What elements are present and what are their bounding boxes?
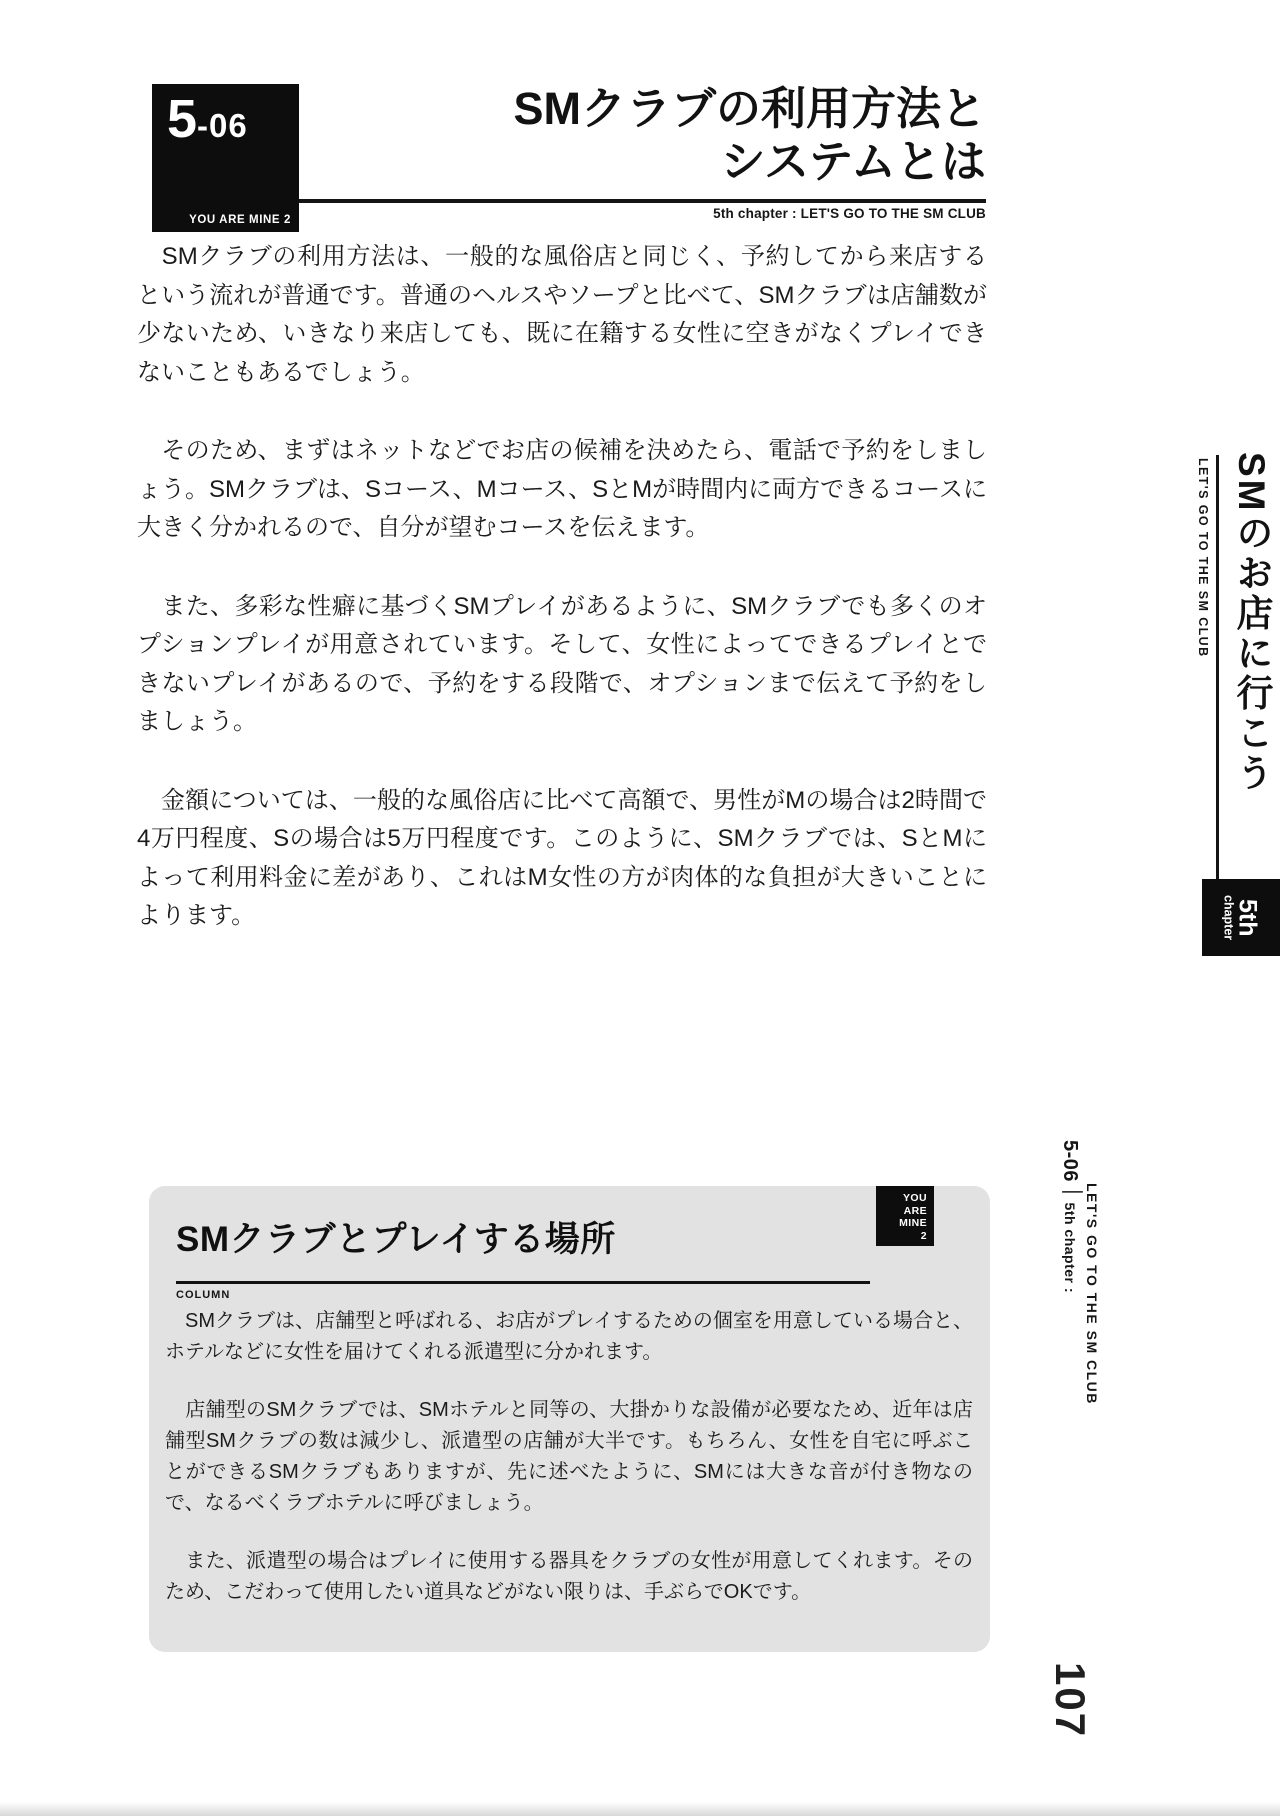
column-badge-line: MINE [899, 1217, 927, 1229]
chapter-caption: 5th chapter : LET'S GO TO THE SM CLUB [713, 206, 986, 221]
section-number-badge [152, 84, 299, 232]
body-paragraph: 金額については、一般的な風俗店に比べて高額で、男性がMの場合は2時間で4万円程度、Sの場合は5万円程度です。このように、SMクラブでは、SとMによって利用料金に差があり、これはM女性の方が肉体的な負担が大きいことによります。 [137, 786, 987, 929]
edge-section-caption-number: 5-06｜ [1059, 1140, 1081, 1203]
chapter-badge-text [1221, 895, 1260, 940]
column-title-rule [176, 1281, 870, 1284]
page-title-line-1: SMクラブの利用方法と [513, 83, 986, 134]
chapter-badge [1202, 879, 1280, 956]
column-badge-line: 2 [920, 1229, 927, 1242]
header-rule [299, 199, 986, 203]
column-title: SMクラブとプレイする場所 [176, 1220, 616, 1259]
edge-section-caption-chapter: 5th chapter : [1062, 1202, 1078, 1294]
edge-section-caption [1056, 1140, 1085, 1293]
page-title-line-2: システムとは [720, 136, 986, 187]
sidebar-chapter-title: SMのお店に行こう [1231, 452, 1272, 794]
sidebar-chapter-subtitle: LET'S GO TO THE SM CLUB [1196, 458, 1210, 658]
body-paragraph: また、多彩な性癖に基づくSMプレイがあるように、SMクラブでも多くのオプションプレイが用意されています。そして、女性によってできるプレイとできないプレイがあるので、予約をする段階で、オプションまで伝えて予約をしましょう。 [137, 592, 987, 735]
column-paragraph: 店舗型のSMクラブでは、SMホテルと同等の、大掛かりな設備が必要なため、近年は店舗型SMクラブの数は減少し、派遣型の店舗が大半です。もちろん、女性を自宅に呼ぶことができるSMクラブもありますが、先に述べたように、SMには大きな音が付き物なので、なるべくラブホテルに呼びましょう。 [165, 1399, 973, 1514]
column-text [165, 1306, 973, 1635]
edge-section-caption-en: LET'S GO TO THE SM CLUB [1084, 1183, 1100, 1405]
column-paragraph: SMクラブは、店舗型と呼ばれる、お店がプレイするための個室を用意している場合と、ホテルなどに女性を届けてくれる派遣型に分かれます。 [165, 1310, 973, 1363]
sidebar-rule [1216, 455, 1219, 879]
chapter-badge-word: chapter [1221, 894, 1236, 941]
column-badge-line: ARE [903, 1204, 927, 1217]
page-title [513, 82, 986, 188]
body-paragraph: SMクラブの利用方法は、一般的な風俗店と同じく、予約してから来店するという流れが普通です。普通のヘルスやソープと比べて、SMクラブは店舗数が少ないため、いきなり来店しても、既に在籍する女性に空きがなくプレイできないこともあるでしょう。 [137, 243, 987, 386]
series-label: YOU ARE MINE 2 [189, 214, 291, 226]
body-text [137, 238, 987, 976]
page-bottom-edge [0, 1802, 1280, 1816]
section-number-major: 5 [167, 89, 198, 149]
column-badge-line: YOU [903, 1192, 927, 1204]
column-paragraph: また、派遣型の場合はプレイに使用する器具をクラブの女性が用意してくれます。そのため、こだわって使用したい道具などがない限りは、手ぶらでOKです。 [165, 1550, 973, 1603]
column-label: COLUMN [176, 1289, 231, 1301]
chapter-badge-number: 5th [1233, 898, 1262, 937]
section-number-minor: -06 [197, 107, 248, 144]
page-number: 107 [1047, 1662, 1094, 1739]
section-number [167, 90, 248, 149]
body-paragraph: そのため、まずはネットなどでお店の候補を決めたら、電話で予約をしましょう。SMクラブは、Sコース、Mコース、SとMが時間内に両方できるコースに大きく分かれるので、自分が望むコースを伝えます。 [137, 437, 987, 541]
column-series-badge [876, 1186, 934, 1246]
column-box [149, 1186, 990, 1652]
